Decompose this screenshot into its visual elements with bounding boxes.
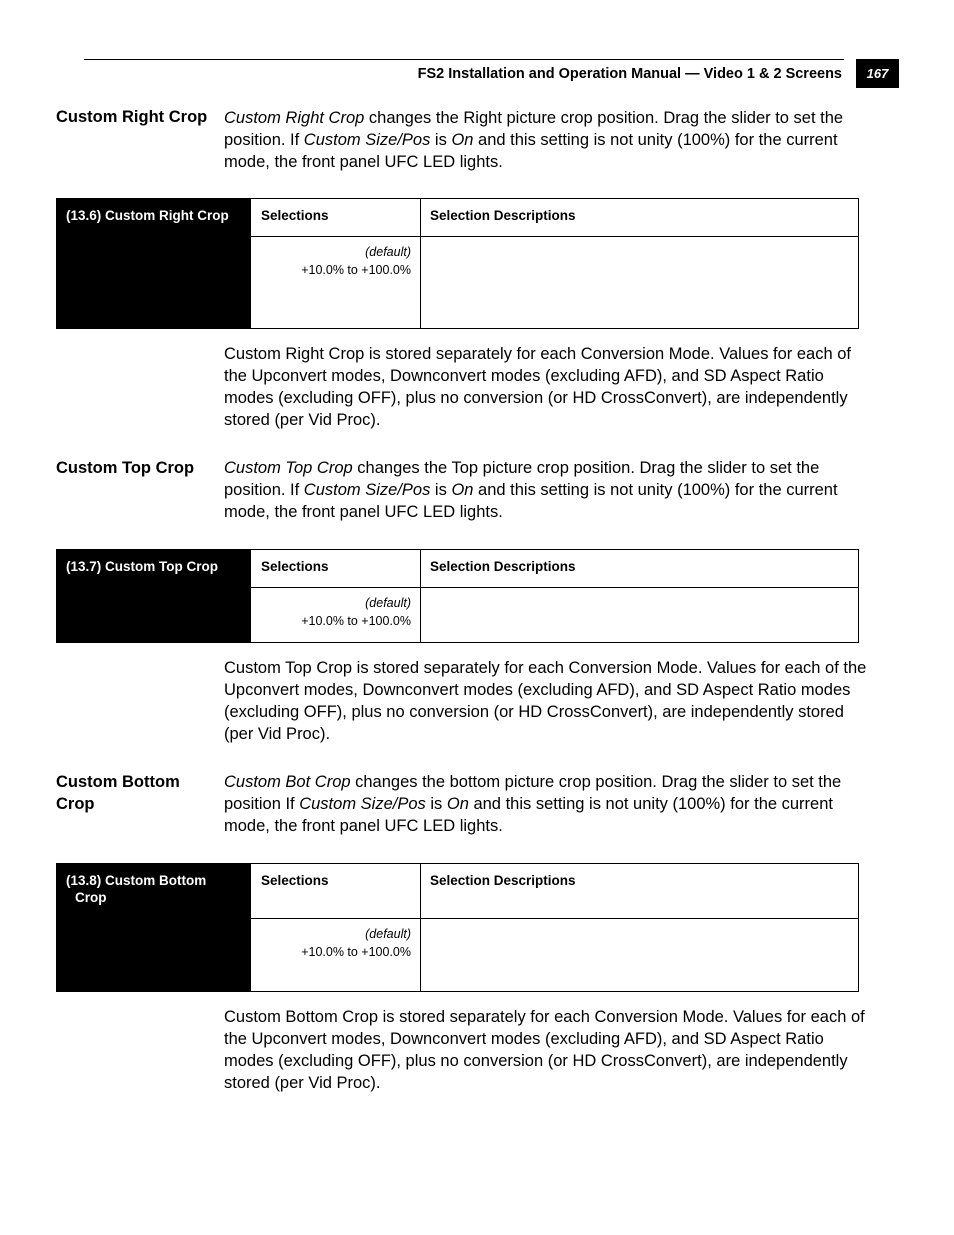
column-header-selection-descriptions: Selection Descriptions	[430, 208, 576, 223]
intro-emphasis: Custom Size/Pos	[303, 481, 431, 499]
intro-text: and this setting is not unity (100%) for the current mode, the front panel UFC LED lights.	[224, 795, 833, 835]
page-number: 167	[866, 66, 889, 81]
header-row-divider	[251, 236, 858, 237]
intro-text: and this setting is not unity (100%) for the current mode, the front panel UFC LED lights.	[224, 131, 838, 171]
menu-table-custom-top-crop	[56, 549, 859, 643]
selection-cell	[251, 595, 420, 630]
section-notes-custom-right-crop: Custom Right Crop is stored separately for each Conversion Mode. Values for each of the Upconvert modes, Downconvert modes (excluding AFD), and SD Aspect Ratio modes (excluding OFF), plus no conversion (or HD CrossConvert), are independently stored (per Vid Proc).	[224, 345, 851, 429]
page-number-badge	[856, 59, 899, 88]
selection-cell	[251, 926, 420, 961]
menu-table-custom-bottom-crop	[56, 863, 859, 992]
intro-text: is	[425, 795, 447, 813]
section-heading-custom-top-crop: Custom Top Crop	[56, 459, 195, 477]
running-header-title: FS2 Installation and Operation Manual — Video 1 & 2 Screens	[417, 66, 842, 82]
menu-table-grid	[251, 863, 859, 992]
section-notes-custom-top-crop: Custom Top Crop is stored separately for each Conversion Mode. Values for each of the Upconvert modes, Downconvert modes (excluding AFD), and SD Aspect Ratio modes (excluding OFF), plus no conversion (or HD CrossConvert), are independently stored (per Vid Proc).	[224, 659, 867, 743]
section-heading-custom-right-crop: Custom Right Crop	[56, 108, 208, 126]
intro-emphasis: Custom Size/Pos	[299, 795, 426, 813]
menu-table-title	[56, 549, 251, 643]
intro-text: changes the Right picture crop position. Drag the slider to set the position. If	[224, 109, 844, 149]
menu-title-line-2: Crop	[75, 890, 107, 905]
intro-emphasis: Custom Size/Pos	[303, 131, 431, 149]
intro-term: Custom Right Crop	[224, 109, 365, 127]
selection-range: +10.0% to +100.0%	[301, 944, 411, 959]
header-row-divider	[251, 918, 858, 919]
menu-table-title	[56, 863, 251, 992]
intro-text: is	[430, 131, 452, 149]
header-rule	[84, 59, 844, 60]
intro-emphasis: On	[451, 481, 474, 499]
section-heading-custom-bottom-crop: Custom Bottom Crop	[56, 773, 180, 813]
menu-title-line: (13.8) Custom Bottom	[66, 873, 207, 888]
column-divider	[420, 864, 421, 991]
default-label: (default)	[365, 596, 411, 610]
menu-title-line: (13.7) Custom Top Crop	[66, 559, 219, 574]
column-divider	[420, 199, 421, 328]
column-header-selections: Selections	[261, 873, 329, 888]
section-intro-custom-right-crop	[224, 107, 868, 173]
menu-title-line: (13.6) Custom Right Crop	[66, 208, 229, 223]
menu-table-title	[56, 198, 251, 329]
header-row-divider	[251, 587, 858, 588]
intro-text: changes the bottom picture crop position. Drag the slider to set the position If	[224, 773, 842, 813]
intro-emphasis: On	[451, 131, 474, 149]
column-divider	[420, 550, 421, 642]
selection-range: +10.0% to +100.0%	[301, 613, 411, 628]
column-header-selections: Selections	[261, 559, 329, 574]
section-intro-custom-bottom-crop	[224, 771, 868, 837]
intro-text: changes the Top picture crop position. Drag the slider to set the position. If	[224, 459, 820, 499]
intro-term: Custom Bot Crop	[224, 773, 351, 791]
intro-text: is	[430, 481, 452, 499]
column-header-selection-descriptions: Selection Descriptions	[430, 559, 576, 574]
section-intro-custom-top-crop	[224, 457, 868, 523]
intro-emphasis: On	[446, 795, 469, 813]
menu-table-grid	[251, 549, 859, 643]
intro-text: and this setting is not unity (100%) for the current mode, the front panel UFC LED lights.	[224, 481, 838, 521]
selection-range: +10.0% to +100.0%	[301, 262, 411, 277]
menu-table-custom-right-crop	[56, 198, 859, 329]
section-notes-custom-bottom-crop: Custom Bottom Crop is stored separately for each Conversion Mode. Values for each of the Upconvert modes, Downconvert modes (excluding AFD), and SD Aspect Ratio modes (excluding OFF), plus no conversion (or HD CrossConvert), are independently stored (per Vid Proc).	[224, 1008, 865, 1092]
menu-table-grid	[251, 198, 859, 329]
default-label: (default)	[365, 927, 411, 941]
column-header-selection-descriptions: Selection Descriptions	[430, 873, 576, 888]
intro-term: Custom Top Crop	[224, 459, 353, 477]
default-label: (default)	[365, 245, 411, 259]
column-header-selections: Selections	[261, 208, 329, 223]
selection-cell	[251, 244, 420, 279]
